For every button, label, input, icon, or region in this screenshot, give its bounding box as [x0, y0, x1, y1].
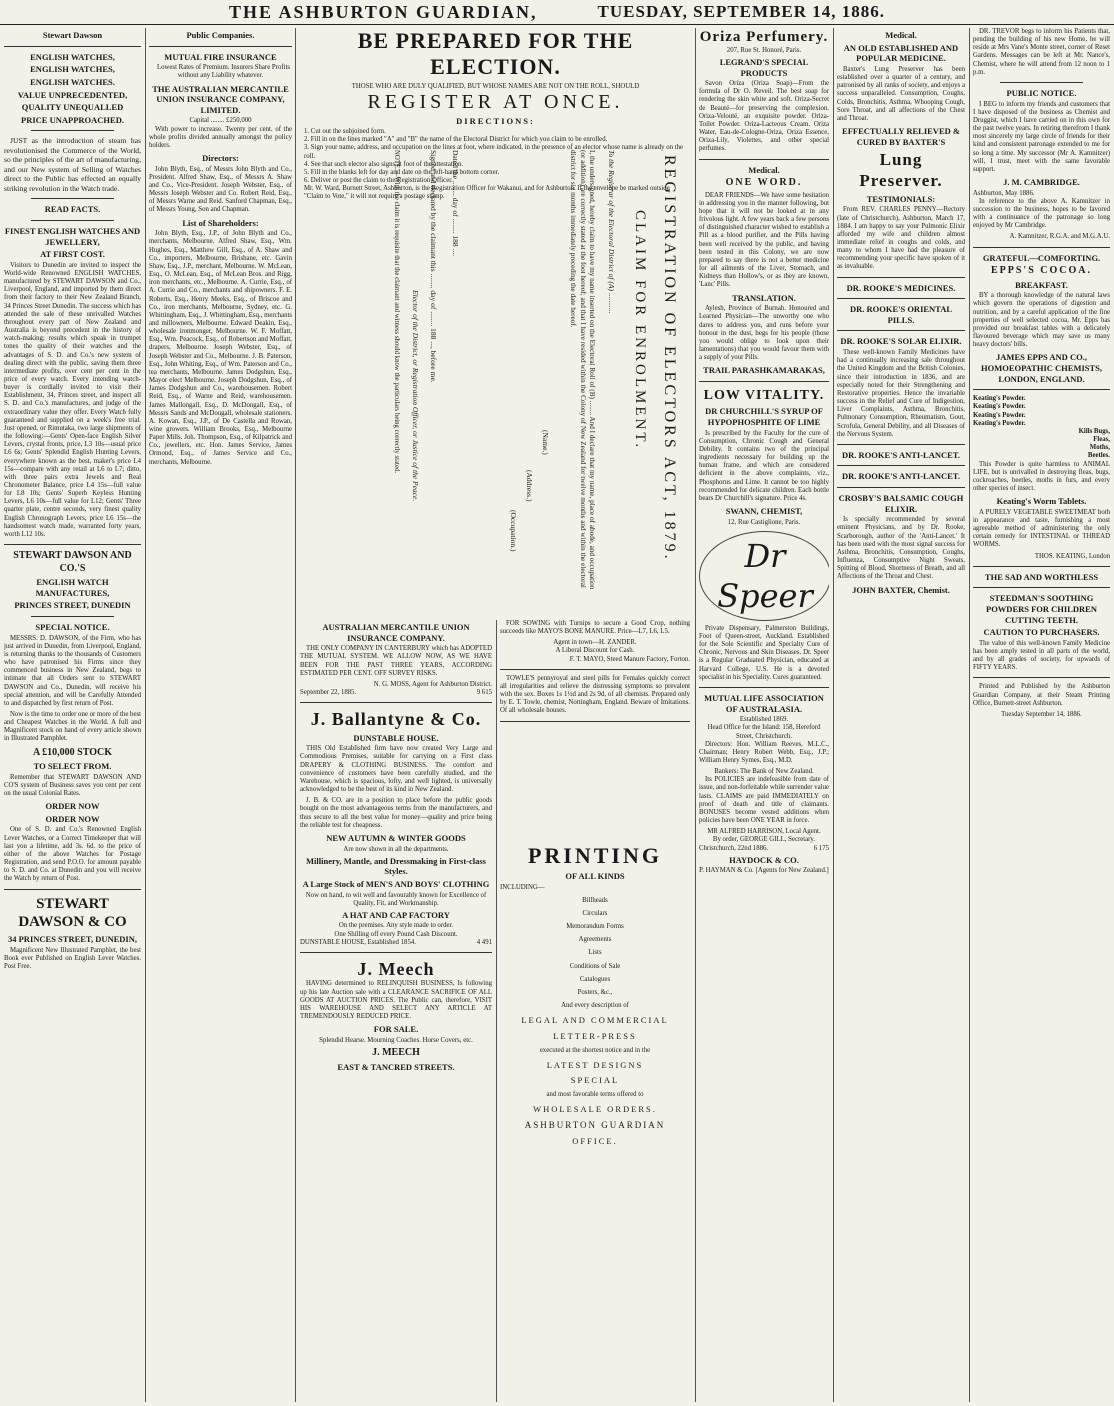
medical-heading: Medical. — [748, 164, 780, 175]
dr-speer-logo: Dr Speer — [699, 531, 829, 621]
printing-heading: PRINTING — [527, 842, 662, 868]
worm-tablets-sign: THOS. KEATING, London — [1034, 552, 1110, 560]
public-notice-body: I BEG to inform my friends and customers that I have disposed of the business as Chemist and Druggist, which I have carried on in this own for the past twelve years. In retiring therefrom I thank most sincerely my large circle of friends for their kind and consistent patronage extended to me for so long a time. My successor (Mr A. Kamnitzer) will, I trust, meet with the same favorable support. — [973, 100, 1110, 173]
direction-step: 5. Fill in the blanks left for day and date on the left-hand bottom corner. — [304, 168, 500, 176]
public-notice-sign: J. M. CAMBRIDGE. — [1003, 176, 1080, 187]
read-facts: READ FACTS. — [44, 204, 101, 215]
capital-line: Capital ........ £250,000 — [189, 117, 252, 125]
executed-line: executed at the shortest notice and in the — [539, 1046, 651, 1054]
ballantyne-subtitle: DUNSTABLE HOUSE. — [353, 732, 439, 743]
wholesale-orders: WHOLESALE ORDERS. — [533, 1104, 657, 1115]
paper-date: TUESDAY, SEPTEMBER 14, 1886. — [597, 2, 886, 21]
autumn-subtitle: Are now shown in all the departments. — [343, 845, 449, 853]
keating-body: This Powder is quite harmless to ANIMAL LIFE, but is unrivalled in destroying fleas, bugs, cockroaches, beetles, moths in furs, and every other species of insect. — [973, 460, 1110, 492]
one-word-heading: ONE WORD. — [725, 177, 803, 189]
form-dated-line: Dated the ........ day of ........ 188 .... — [451, 150, 460, 257]
form-field-address: (Address.) — [525, 470, 534, 502]
breakfast-heading: BREAKFAST. — [1015, 279, 1068, 290]
rooke-heading: DR. ROOKE'S ANTI-LANCET. — [842, 471, 960, 482]
column-public-companies — [149, 28, 292, 1402]
epps-sign: JAMES EPPS AND CO., HOMOEOPATHIC CHEMISTS, LONDON, ENGLAND. — [980, 352, 1103, 384]
special-notice-body: MESSRS. D. DAWSON, of the Firm, who has just arrived in Dunedin, from Liverpool, England, is returning thanks to the thousands of Customers who have patronised his Firms since they commenced business in New Zealand, begs to intimate that all Orders sent to STEWART DAWSON and Co., Dunedin, will receive his special attention, and will be Carefully Attended to and dispatched by first return of Post. — [4, 634, 141, 707]
crosby-sign: JOHN BAXTER, Chemist. — [852, 584, 950, 595]
firm-subtitle: ENGLISH WATCH MANUFACTURES, — [35, 577, 110, 598]
amu-body: THE ONLY COMPANY IN CANTERBURY which has ADOPTED THE MUTUAL SYSTEM. WE ALLOW NOW, AS WE HAVE BEEN FOR THE PAST THREE YEARS, ACCORDING ESTIMATED PER CENT. OFF SURVEY RISKS. — [300, 645, 492, 677]
amu-date: September 22, 1885. — [300, 689, 357, 697]
office-label: OFFICE. — [572, 1135, 618, 1146]
ballantyne-body: THIS Old Established firm have now created Very Large and Commodious Premises, suitable for carrying on a First class DRAPERY & CLOTHING BUSINESS. The comfort and convenience of customers have been carefully studied, and the Warehouse, which is spacious, lofty, and well lighted, is universally acknowledged to be the best of its kind in New Zealand. — [300, 745, 492, 794]
order-now-heading: ORDER NOW — [45, 801, 100, 812]
directions-heading: DIRECTIONS: — [456, 116, 535, 127]
old-medicine-body: Baxter's Lung Preserver has been established over a quarter of a century, and patronised by all ranks of society, and enjoys a success unparalleled. Consumption, Coughs, Colds, Bronchitis, Asthma, Whooping Cough, Sore Throat, and all affections of the Chest and Throat. — [837, 65, 965, 122]
mutual-life-order: By order, GEORGE GILL, Secretary. — [712, 836, 816, 844]
column-rule — [695, 28, 696, 1402]
first-cost: AT FIRST COST. — [40, 249, 105, 260]
direction-step: 3. Sign your name, address, and occupation on the lines at foot, where indicated, in the presence of an elector whose name is already on the roll. — [304, 144, 683, 160]
millinery-line: Millinery, Mantle, and Dressmaking in First-class Styles. — [306, 855, 486, 877]
election-title: BE PREPARED FOR THE ELECTION. — [357, 28, 634, 79]
oriza-body: Savon Oriza (Oriza Soap)—From the formula of Dr O. Reveil. The best soap for rendering the skin white and soft. Oriza-Secret de Beauté—for preserving the complexion. Oriza-Velouté, an exquisite powder. Oriza-Toilet Powder. Oriza-Lacteous Cream. Oriza Water, Eau-de-Cologne-Oriza, Oriza Essence, Oriza-Lily, Violettes, and other special perfumes. — [699, 80, 829, 153]
rooke-heading: DR. ROOKE'S ORIENTAL PILLS. — [849, 304, 953, 325]
vitality-title: LOW VITALITY. — [703, 387, 825, 403]
shareholders-heading: List of Shareholders: — [182, 217, 259, 228]
trevor-notice: DR. TREVOR begs to inform his Patients that, pending the building of his new Home, he will reside at Mrs Vane's Monte street, corner of Reset Gardens. Messages can be left at Mr. Nance's, Chemist, where he will attend from 12 noon to 1 p.m. — [973, 28, 1110, 76]
form-elector-note: Elector of the District, or Registration Officer, or Justice of the Peace. — [411, 290, 420, 502]
pamphlet-note: Now is the time to order one or more of the best and Cheapest Watches in the World. A full and Magnificent stock on hand of every article shown in Illustrated Pamphlet. — [4, 711, 141, 743]
lung-preserver-title: Lung Preserver. — [859, 150, 943, 191]
printing-item: Lists — [588, 949, 602, 957]
old-medicine-heading: AN OLD ESTABLISHED AND POPULAR MEDICINE. — [843, 42, 959, 64]
bottom-firm-address: 34 PRINCES STREET, DUNEDIN, — [7, 934, 138, 945]
finest-heading: FINEST ENGLISH WATCHES AND JEWELLERY, — [4, 225, 141, 247]
meech-sale: FOR SALE. — [373, 1024, 419, 1035]
meech-items: Splendid Hearse. Mourning Coaches. Horse Covers, etc. — [319, 1036, 473, 1044]
column-mid-right — [500, 620, 690, 1402]
mutual-life-established: Established 1869. — [739, 716, 789, 724]
column-notices — [973, 28, 1110, 1402]
form-to-line: To the Registrar of the Electoral District of (A) ........... — [607, 150, 616, 314]
price-line: PRICE UNAPPROACHED. — [21, 114, 124, 125]
crosby-heading: CROSBY'S BALSAMIC COUGH ELIXIR. — [838, 493, 964, 514]
worm-tablets-body: A PURELY VEGETABLE SWEETMEAT both in appearance and taste, furnishing a most agreeable method of administering the only certain remedy for INTESTINAL or THREAD WORMS. — [973, 508, 1110, 549]
crosby-body: Is specially recommended by several eminent Physicians, and by Dr. Rooke, Scarborough, author of the 'Anti-Lancet.' It has been used with the most signal success for Asthma, Bronchitis, Consumption, Coughs, Influenza, Consumptive Night Sweats, Spitting of Blood, Shortness of Breath, and all Affections of the Throat and Chest. — [837, 516, 965, 581]
english-watches-line: ENGLISH WATCHES, — [30, 64, 115, 75]
special-notice: SPECIAL NOTICE. — [35, 621, 110, 632]
direction-step: 6. Deliver or post the claim to the Registration Officer. — [304, 177, 453, 185]
shareholders-body: John Blyth, Esq., J.P., of John Blyth and Co., merchants, Melbourne. Alfred Shaw, Esq., Wm. Hughes, Esq., Matthew Gill, Esq., of A. Shaw and Co., importers, Melbourne, Brisbane, etc. Gavin Shaw, Esq., J.P., merchant, Melbourne. W. McLean, Esq., O. McLean, Esq., of McLean Bros. and Rigg, iron merchants, etc., Melbourne. A. Currie, Esq., of A. Currie and Co., merchants and shipowners. F. E. Roberts, Esq., Henry Meeks, Esq., of Briscoe and Co., iron merchants, Melbourne, Sydney, etc. G. Whittingham, Esq., J. Whittingham, Esq., merchants and millowners, Melbourne. Edward Deakin, Esq., wholesale ironmonger, Melbourne. W. F. Moffatt, Esq., Wm. Peacock, Esq., of Robertson and Moffatt, drapers, Melbourne. Joseph Webster, Esq., of Joseph Webster and Co., Melbourne. J. B. Paterson, Esq., John Whiting, Esq., of Wm. Paterson and Co., tea merchants, Melbourne. James Dodgshun, Esq., Mayor elect Melbourne. Joseph Dodgshun, Esq., of James Dodgshun and Co., warehousemen. Robert Reid, Esq., of Warne and Reid, warehousemen. James Mallongall, Esq., D. McDongall, Esq., of Messrs Sands and McDougall, wholesale stationers. A. Kowan, Esq., J.P., of De Castella and Rowan, wine growers. William Brooks, Esq., Melbourne Paper Mills. Joh. Thompson, Esq., of Kilpatrick and Co., jewellers, etc. Hon. James Service, James Ormond, Esq., of James Service and Co., merchants, Melbourne. — [149, 230, 292, 466]
testimonials-body: From REV. CHARLES PENNY—Rectory (late of Christchurch), Ashburton, March 17, 1884. I am happy to say your Pulmonic Elixir afforded my wife and children almost immediate relief in coughs and colds, and many to whom I have had the pleasure of recommending your specific have spoken of it as invaluable. — [837, 206, 965, 271]
column-mid-left — [300, 620, 492, 1402]
bottom-pamphlet-note: Magnificent New Illustrated Pamphlet, the best Book ever Published on English Lever Watches. Post Free. — [4, 946, 141, 970]
ballantyne-title: J. Ballantyne & Co. — [310, 709, 482, 730]
mutual-life-agent: MR ALFRED HARRISON, Local Agent. — [707, 828, 821, 836]
mayo-agent: Agent in town—H. ZANDER. — [553, 639, 637, 647]
direction-step: Mr. W. Ward, Burnett Street, Ashburton, is the Registration Officer for Wakanui, and for Ashburton. If the envelope be marked outside "Claim to Vote," it will not require a postage stamp. — [304, 185, 670, 201]
masthead — [0, 0, 1114, 25]
special-terms: SPECIAL — [570, 1075, 620, 1086]
enrolment-form — [298, 140, 693, 610]
kills-line: Moths, — [1089, 444, 1110, 452]
testimonials-heading: TESTIMONIALS: — [866, 193, 936, 204]
kills-line: Fleas, — [1093, 436, 1110, 444]
amu-ref: 9 615 — [476, 689, 492, 697]
sad-heading: THE SAD AND WORTHLESS — [984, 571, 1099, 582]
cured-heading: EFFECTUALLY RELIEVED & CURED BY BAXTER'S — [842, 125, 960, 147]
kamnitzer-sign: A. Kamnitzer, R.G.A. and M.G.A.U. — [1009, 233, 1110, 241]
column-rule — [496, 620, 497, 1402]
cash-discount: One Shilling off every Pound Cash Discount. — [334, 930, 458, 938]
english-watches-line: ENGLISH WATCHES, — [30, 51, 115, 62]
rooke-heading: DR. ROOKE'S SOLAR ELIXIR. — [840, 336, 962, 347]
public-notice-heading: PUBLIC NOTICE. — [1006, 87, 1077, 98]
vitality-subtitle: DR CHURCHILL'S SYRUP OF HYPOPHOSPHITE OF LIME — [705, 406, 823, 428]
caution-body: The value of this well-known Family Medicine has been amply tested in all parts of the world, and by all grades of society, for upwards of FIFTY YEARS. — [973, 639, 1110, 672]
bottom-firm-name: STEWART DAWSON & CO — [18, 895, 127, 931]
hat-subtitle: On the premises. Any style made to order. — [338, 922, 454, 930]
column-stewart-dawson — [4, 28, 141, 1402]
column-oriza — [699, 28, 829, 1402]
form-declaration: I, the undersigned, hereby claim to have my name inserted on the Electoral Roll of (B) ........ And I declare that my name, place of abode, and occupation (or addition) are correctly stated at the foot hereof; and that I have resided within the Colony of New Zealand for twelve months and within the electoral district for six months immediately preceding the date hereof. — [569, 150, 596, 590]
column-baxter — [837, 28, 965, 1402]
epps-body: BY a thorough knowledge of the natural laws which govern the operations of digestion and nutrition, and by a careful application of the fine properties of well selected cocoa, Mr. Epps has provided our breakfast tables with a delicately flavoured beverage which may save us many heavy doctors' bills. — [973, 292, 1110, 349]
election-intro: THOSE WHO ARE DULY QUALIFIED, BUT WHOSE NAMES ARE NOT ON THE ROLL, SHOULD — [351, 83, 640, 90]
keating-line: Keating's Powder. — [973, 419, 1026, 427]
col6-medical: Medical. — [885, 30, 917, 40]
company-name: THE AUSTRALIAN MERCANTILE UNION INSURANCE COMPANY, LIMITED. — [152, 83, 289, 115]
stock-heading: A £10,000 STOCK — [33, 746, 112, 758]
value-line: VALUE UNPRECEDENTED, — [17, 89, 128, 100]
column-rule — [969, 28, 970, 1402]
autumn-heading: NEW AUTUMN & WINTER GOODS — [326, 832, 466, 843]
paper-title: THE ASHBURTON GUARDIAN, — [228, 1, 538, 22]
directors-heading: Directors: — [202, 153, 239, 164]
meech-address: EAST & TANCRED STREETS. — [337, 1061, 455, 1072]
haydock-name: HAYDOCK & CO. — [729, 854, 799, 865]
column-rule — [295, 28, 296, 1402]
column-rule — [833, 28, 834, 1402]
printing-item: Conditions of Sale — [569, 962, 621, 970]
mayo-body: FOR SOWING with Turnips to secure a Good Crop, nothing succeeds like MAYO'S BONE MANURE. Price—L7, L6, L5. — [500, 620, 690, 636]
form-field-occupation: (Occupation.) — [509, 510, 518, 552]
meech-body: HAVING determined to RELINQUISH BUSINESS, Is following up his late Auction sale with a CLEARANCE SACRIFICE OF ALL GOODS AT AUCTION PRICES. The Public can, therefore, VISIT HIS WAREHOUSE AND SELECT ANY ARTICLE AT TREMENDOUSLY REDUCED PRICE. — [300, 980, 492, 1021]
printer-note: Printed and Published by the Ashburton Guardian Company, at their Steam Printing Office, Burnett-street Ashburton. — [973, 683, 1110, 707]
keating-line: Keating's Powder. — [973, 411, 1026, 419]
form-signed-line: Signed and declared by the claimant this ........ day of ........ 188 ..., before me. — [429, 150, 438, 383]
mens-subtitle: Now on hand, to wit well and favourably known for Excellence of Quality, Fit, and Workmanship. — [305, 891, 487, 907]
haydock-agents: P. HAYMAN & Co. [Agents for New Zealand.] — [699, 867, 829, 875]
towle-body: TOWLE'S pennyroyal and steel pills for Females quickly correct all irregularities and relieve the distressing symptoms so prevalent with the sex. Boxes 1s 1½d and 2s 9d, of all chemists. Prepared only by E. T. Towle, chemist, Nottingham, England. Beware of Imitations. Of all wholesale houses. — [500, 674, 690, 715]
intro-text: JUST as the introduction of steam has revolutionised the Commerce of the World, so the principles of the art of manufacturing, and our New system of Selling of Watches direct to the Public has effected an equally striking revolution in the Watch trade. — [4, 136, 141, 193]
kamnitzer-body: In reference to the above A. Kamnitzer in succession to the business, hopes to be favored with a continuance of the patronage so long enjoyed by Mr Cambridge. — [973, 197, 1110, 230]
printing-item: Agreements — [578, 936, 612, 944]
directors-body: John Blyth, Esq., of Messrs John Blyth and Co., President. Alfred Shaw, Esq., of Messrs A. Shaw and Co., Vice-President. Joseph Webster, Esq., of Messrs Joseph Webster and Co. Robert Reid, Esq., of Messrs Warne and Reid. Sanford Chapman, Esq., of Messrs Young, Son and Chapman. — [149, 165, 292, 214]
grateful-heading: GRATEFUL—COMFORTING. — [982, 252, 1101, 263]
mutual-life-title: MUTUAL LIFE ASSOCIATION OF AUSTRALASIA. — [704, 692, 824, 714]
watch-body-text: Visitors to Dunedin are invited to inspect the World-wide Renowned ENGLISH WATCHES, manufactured by STEWART DAWSON and Co., Liverpool, England, and imported by them direct from their factory to their New Zealand Branch, 34 Princes Street Dunedin. The success which has attended the sale of these unrivalled Watches throughout every part of New Zealand and Australia is beyond precedent in the history of watch-making; results which speak in trumpet tones the quality of their watches and the advantages of S. D. and Co.'s new system of dealing direct with the public, saving them three intermediate profits, over cent per cent in the price of every watch. Every intending watch-buyer is cordially invited to visit their Establishment, 34, Princes street, and inspect all S. D. and Co.'s manufactures, and judge of the extraordinary value they offer. Every Watch fully guaranteed and supplied on a week's free trial. Just opened, or Rimutaka, two large shipments of the following:—Gents' Open-face English Silver Levers, crystal fronts, price, L3 10s—usual price L6 6s; Gents' Splendid English Hunting Levers, everywhere known as the best, maker's price L4 15s—compare with any retail at L6 to L7; ditto, with three pairs extra Jewels and Real Chronometer Balance, price L4 15s—full value for L8 10s; Gents' Superb Keyless Hunting Levers, L6 10s—full value for L12; Gents' Three quarter plate, centre seconds, very finest quality English Chronograph Levers, price L6 15s—the handsomest watch made, warranted forty years, worth L12 10s. — [4, 261, 141, 538]
speer-body: Private Dispensary, Palmerston Buildings, Foot of Queen-street, Auckland. Established for the Sole Scientific and Specialty Cure of Chronic, Nervous and Skin Diseases. Dr. Speer is a Regular Graduated Physician, educated at Harvard College, U.S. He is a devoted specialist in his Speciality. Cures guaranteed. — [699, 624, 829, 681]
printing-item: Billheads — [582, 896, 608, 904]
rooke-heading: DR. ROOKE'S MEDICINES. — [846, 282, 956, 293]
meech-bottom: J. MEECH — [372, 1047, 420, 1058]
english-watches-line: ENGLISH WATCHES. — [30, 76, 115, 87]
rooke-heading: DR. ROOKE'S ANTI-LANCET. — [842, 449, 960, 460]
keating-line: Keating's Powder. — [973, 395, 1026, 403]
printing-item: Memorandum Forms — [566, 923, 624, 931]
office-name: ASHBURTON GUARDIAN — [524, 1119, 666, 1130]
translation-heading: TRANSLATION. — [732, 292, 796, 303]
swann-name: SWANN, CHEMIST, — [725, 506, 803, 517]
hat-heading: A HAT AND CAP FACTORY — [342, 909, 450, 920]
order-now-heading: ORDER NOW — [45, 813, 100, 824]
form-foot-note: NOTE.—With the claim it is requisite that the claimant and witness should know the particulars being correctly stated. — [393, 150, 400, 474]
column-rule — [145, 28, 146, 1402]
stock-subtitle: TO SELECT FROM. — [33, 761, 112, 772]
oriza-address: 207, Rue St. Honoré, Paris. — [726, 46, 802, 54]
epps-title: EPPS'S COCOA. — [990, 265, 1092, 277]
mayo-sign: F. T. MAYO, Steed Manure Factory, Forton. — [569, 655, 690, 663]
mutual-life-bankers: Bankers: The Bank of New Zealand. — [714, 768, 814, 776]
col2-header: Public Companies. — [186, 30, 255, 40]
direction-step: 1. Cut out the subjoined form. — [304, 128, 386, 136]
swann-address: 12, Rue Castiglione, Paris. — [727, 518, 801, 526]
remember-text: Remember that STEWART DAWSON AND CO'S system of Business saves you cent per cent on the usual Colonial Rates. — [4, 773, 141, 798]
mens-heading: A Large Stock of MEN'S AND BOYS' CLOTHING — [302, 878, 490, 889]
one-word-body: DEAR FRIENDS—We have some hesitation in addressing you in the manner following, but hope that it will not be looked at in any frivolous light. A few years back a few persons of distinguished character wished to establish a Pill as a blood purifier, and the Pills having been well received by the public, and having been tested in this Colony, we are now prepared to say there is not a better medicine for all ailments of the Liver, Stomach, and Kidneys than Hollow's, or as they are known, 'Lanc' Pills. — [699, 191, 829, 289]
order-body: One of S. D. and Co.'s Renowned English Lever Watches, or a Correct Timekeeper that will last you a lifetime, add 3s. 6d. to the price of either of the above Watches for Postage Registration, and send P.O.O. for amount payable to S. D. and Co. at Dunedin and you will receive the Watch by return of Post. — [4, 826, 141, 883]
kills-line: Beetles. — [1087, 452, 1110, 460]
kills-line: Kills Bugs, — [1078, 427, 1110, 435]
oriza-title: Oriza Perfumery. — [699, 29, 829, 45]
terms-line: and most favorable terms offered to — [546, 1090, 644, 1098]
letterpress: LETTER-PRESS — [553, 1030, 637, 1041]
mutual-fire-heading: MUTUAL FIRE INSURANCE — [164, 51, 277, 62]
worm-tablets-heading: Keating's Worm Tablets. — [996, 496, 1087, 507]
ballantyne-ref: 4 491 — [476, 938, 492, 946]
amu-title: AUSTRALIAN MERCANTILE UNION INSURANCE COMPANY. — [322, 622, 470, 643]
dunstable-house: DUNSTABLE HOUSE, Established 1854. — [300, 938, 416, 946]
printing-subtitle: OF ALL KINDS — [565, 871, 625, 882]
quality-line: QUALITY UNEQUALLED — [21, 102, 124, 113]
issue-date: Tuesday September 14, 1886. — [1001, 710, 1082, 718]
capital-note: With power to increase. Twenty per cent. of the whole profits divided annually amongst the policy holders. — [149, 125, 292, 149]
register-title: REGISTER AT ONCE. — [367, 91, 624, 114]
form-field-name: (Name.) — [541, 430, 550, 455]
form-claim-title: CLAIM FOR ENROLMENT. — [632, 210, 648, 451]
caution-heading: CAUTION TO PURCHASERS. — [983, 627, 1100, 638]
direction-step: 2. Fill in on the lines marked "A" and "B" the name of the Electoral District for which you claim to be enrolled. — [304, 136, 608, 144]
printing-item: Catalogues — [579, 975, 611, 983]
col1-header: Stewart Dawson — [42, 30, 103, 40]
mutual-life-office: Head Office for the Island: 158, Hereford Street, Christchurch. — [707, 724, 821, 740]
meech-title: J. Meech — [357, 958, 435, 979]
including-label: INCLUDING— — [500, 883, 545, 891]
ballantyne-body-2: J. B. & CO. are in a position to place before the public goods bought on the most advantageous terms from the manufacturers, and thus secure to all the best value for money—quality and price being the reliable test for cheapness. — [300, 797, 492, 829]
vitality-body: Is prescribed by the Faculty for the cure of Consumption, Chronic Cough and General Debility. It contains two of the principal ingredients necessary for building up the human frame, and which are considered deficient in the above complaints, viz., Phosphorus and Lime. It cannot be too highly recommended for delicate children. Each bottle bears Dr Churchill's signature. Price 4s. — [699, 429, 829, 502]
printing-item: Circulars — [582, 910, 608, 917]
mutual-life-date: Christchurch, 22nd 1886. — [699, 844, 769, 852]
rooke-body: These well-known Family Medicines have had a continually increasing sale throughout the United Kingdom and the British Colonies, since their introduction in 1836, and are especially noted for their Strengthening and Restorative properties. Hence the invariable success in the Relief and Cure of Indigestion, Liver Complaints, Asthma, Bronchitis, Pulmonary Consumption, Rheumatism, Gout, Scrofula, General Debility, and all Diseases of the Nervous System. — [837, 349, 965, 438]
direction-step: 4. See that such elector also signs at foot of the attestation. — [304, 160, 464, 168]
keating-line: Keating's Powder. — [973, 403, 1026, 411]
oriza-subtitle: LEGRAND'S SPECIAL PRODUCTS — [719, 56, 809, 78]
firm-address: PRINCES STREET, DUNEDIN — [14, 600, 131, 611]
printing-item: Posters, &c., — [577, 988, 613, 996]
steedman-heading: STEEDMAN'S SOOTHING POWDERS FOR CHILDREN CUTTING TEETH. — [986, 593, 1097, 625]
public-notice-date: Ashburton, May 1886. — [973, 189, 1035, 197]
mayo-discount: A Liberal Discount for Cash. — [555, 647, 635, 655]
firm-name: STEWART DAWSON AND CO.'S — [13, 550, 132, 574]
every-description: And every description of — [561, 1002, 629, 1010]
form-act-title: REGISTRATION OF ELECTORS ACT, 1879. — [661, 155, 678, 562]
translation-body: Aylesh, Province of Burnah. Honoured and Learned Physician—The unworthy one who dares to address you, and runs before your honour in the dust, begs for his people (those you would oblige to look upon their lamentations) that you would favour them with a supply of your Pills. — [699, 305, 829, 362]
legal-commercial: LEGAL AND COMMERCIAL — [521, 1015, 669, 1026]
mutual-life-body: Its POLICIES are indefeasible from date of issue, and non-forfeitable while surrender value lasts. CLAIMS are paid IMMEDIATELY on proof of death and title of claimants. BONUSES become vested additions when policies have been ONE YEAR in force. — [699, 776, 829, 825]
mutual-fire-body: Lowest Rates of Premium. Insurers Share Profits without any Liability whatever. — [156, 64, 291, 80]
latest-designs: LATEST DESIGNS — [546, 1059, 644, 1070]
trail-heading: TRAIL PARASHKAMARAKAS, — [703, 365, 825, 376]
mutual-life-ref: 6 175 — [813, 844, 829, 852]
mutual-life-directors: Directors: Hon. William Reeves, M.L.C., Chairman; Henry Robert Webb, Esq., J.P.; William Henry Symes, Esq., M.D. — [699, 740, 829, 764]
amu-sign: N. G. MOSS, Agent for Ashburton District. — [373, 680, 492, 688]
